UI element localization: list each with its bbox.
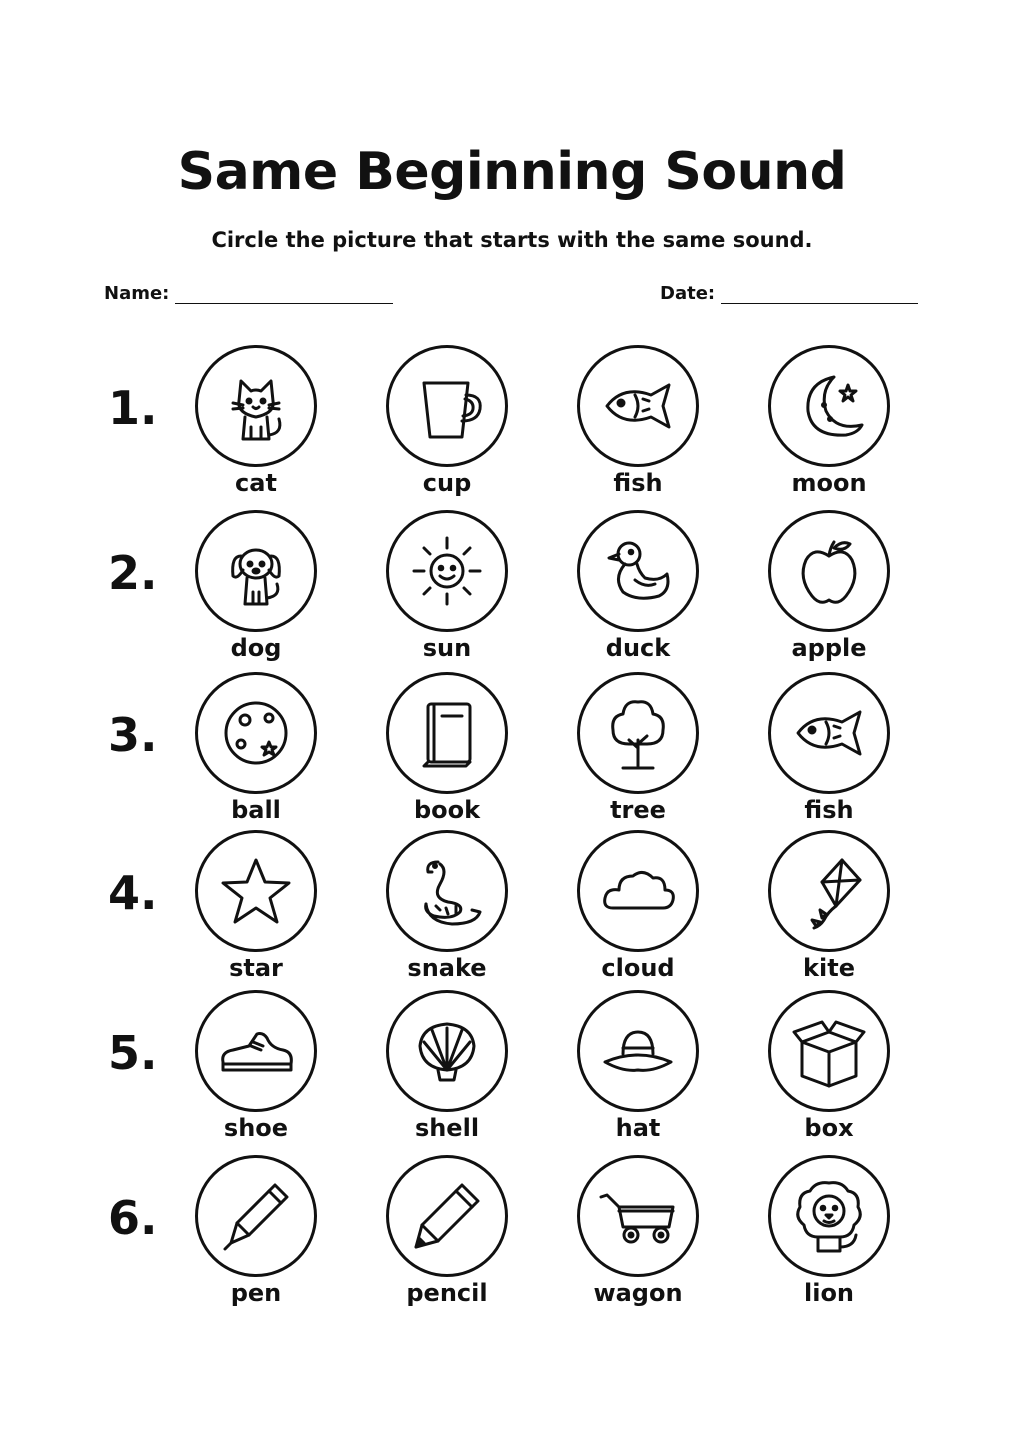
picture-choice[interactable]: [568, 830, 708, 982]
picture-choice[interactable]: [186, 990, 326, 1142]
picture-choice[interactable]: [377, 672, 517, 824]
tree-icon: [593, 688, 683, 778]
picture-word: fish: [613, 469, 663, 497]
dog-icon: [211, 526, 301, 616]
row-number: 3.: [108, 708, 158, 762]
picture-word: sun: [422, 634, 472, 662]
picture-choice[interactable]: [377, 990, 517, 1142]
row-number: 1.: [108, 381, 158, 435]
picture-choice[interactable]: [759, 345, 899, 497]
question-row: [0, 990, 1024, 1160]
date-line[interactable]: [721, 285, 918, 304]
picture-word: fish: [804, 796, 854, 824]
picture-circle[interactable]: [195, 830, 317, 952]
picture-circle[interactable]: [768, 990, 890, 1112]
picture-choice[interactable]: [759, 510, 899, 662]
picture-circle[interactable]: [768, 345, 890, 467]
picture-choice[interactable]: [568, 345, 708, 497]
date-field[interactable]: [660, 283, 918, 304]
picture-circle[interactable]: [195, 672, 317, 794]
picture-word: wagon: [593, 1279, 683, 1307]
picture-circle[interactable]: [195, 1155, 317, 1277]
hat-icon: [593, 1006, 683, 1096]
picture-word: shoe: [223, 1114, 289, 1142]
picture-word: duck: [605, 634, 671, 662]
picture-choice[interactable]: [377, 345, 517, 497]
picture-choice[interactable]: [568, 510, 708, 662]
picture-choice[interactable]: [186, 1155, 326, 1307]
picture-word: ball: [231, 796, 281, 824]
instructions-text: Circle the picture that starts with the same sound.: [211, 228, 813, 252]
row-number: 4.: [108, 866, 158, 920]
picture-word: star: [229, 954, 283, 982]
cup-icon: [402, 361, 492, 451]
picture-circle[interactable]: [386, 345, 508, 467]
picture-circle[interactable]: [386, 672, 508, 794]
name-label: Name:: [104, 283, 170, 304]
kite-icon: [784, 846, 874, 936]
box-icon: [784, 1006, 874, 1096]
picture-word: book: [413, 796, 481, 824]
question-row: [0, 510, 1024, 680]
picture-choice[interactable]: [186, 830, 326, 982]
picture-choice[interactable]: [759, 1155, 899, 1307]
picture-circle[interactable]: [768, 830, 890, 952]
duck-icon: [593, 526, 683, 616]
apple-icon: [784, 526, 874, 616]
picture-choice[interactable]: [568, 672, 708, 824]
picture-circle[interactable]: [195, 345, 317, 467]
page-title: Same Beginning Sound: [177, 142, 847, 202]
picture-word: cat: [235, 469, 277, 497]
picture-word: tree: [610, 796, 666, 824]
row-number: 6.: [108, 1191, 158, 1245]
fish-icon: [784, 688, 874, 778]
picture-word: pencil: [406, 1279, 488, 1307]
picture-circle[interactable]: [195, 990, 317, 1112]
picture-circle[interactable]: [577, 1155, 699, 1277]
question-row: [0, 672, 1024, 842]
picture-circle[interactable]: [768, 510, 890, 632]
date-label: Date:: [660, 283, 716, 304]
picture-circle[interactable]: [577, 830, 699, 952]
picture-circle[interactable]: [768, 1155, 890, 1277]
picture-word: snake: [407, 954, 487, 982]
row-number: 5.: [108, 1026, 158, 1080]
picture-circle[interactable]: [768, 672, 890, 794]
pen-icon: [211, 1171, 301, 1261]
picture-word: dog: [230, 634, 282, 662]
picture-word: box: [804, 1114, 854, 1142]
picture-word: hat: [615, 1114, 661, 1142]
picture-choice[interactable]: [377, 830, 517, 982]
ball-icon: [211, 688, 301, 778]
sun-icon: [402, 526, 492, 616]
picture-word: pen: [230, 1279, 282, 1307]
star-icon: [211, 846, 301, 936]
picture-circle[interactable]: [577, 510, 699, 632]
picture-choice[interactable]: [186, 510, 326, 662]
picture-choice[interactable]: [186, 345, 326, 497]
wagon-icon: [593, 1171, 683, 1261]
moon-icon: [784, 361, 874, 451]
picture-word: cup: [422, 469, 472, 497]
pencil-icon: [402, 1171, 492, 1261]
lion-icon: [784, 1171, 874, 1261]
book-icon: [402, 688, 492, 778]
picture-choice[interactable]: [186, 672, 326, 824]
shell-icon: [402, 1006, 492, 1096]
picture-word: apple: [791, 634, 867, 662]
picture-circle[interactable]: [386, 510, 508, 632]
shoe-icon: [211, 1006, 301, 1096]
fish-icon: [593, 361, 683, 451]
name-line[interactable]: [175, 285, 393, 304]
picture-circle[interactable]: [577, 990, 699, 1112]
name-field[interactable]: [104, 283, 393, 304]
picture-choice[interactable]: [377, 510, 517, 662]
cloud-icon: [593, 846, 683, 936]
picture-circle[interactable]: [386, 1155, 508, 1277]
question-row: [0, 1155, 1024, 1325]
question-row: [0, 830, 1024, 1000]
picture-circle[interactable]: [386, 830, 508, 952]
picture-circle[interactable]: [195, 510, 317, 632]
snake-icon: [402, 846, 492, 936]
picture-word: lion: [803, 1279, 855, 1307]
picture-circle[interactable]: [386, 990, 508, 1112]
picture-circle[interactable]: [577, 345, 699, 467]
picture-choice[interactable]: [759, 830, 899, 982]
picture-choice[interactable]: [759, 990, 899, 1142]
picture-word: kite: [803, 954, 855, 982]
row-number: 2.: [108, 546, 158, 600]
question-row: [0, 345, 1024, 515]
picture-choice[interactable]: [568, 1155, 708, 1307]
cat-icon: [211, 361, 301, 451]
picture-word: moon: [791, 469, 867, 497]
picture-choice[interactable]: [568, 990, 708, 1142]
picture-word: shell: [414, 1114, 480, 1142]
picture-choice[interactable]: [759, 672, 899, 824]
picture-choice[interactable]: [377, 1155, 517, 1307]
picture-word: cloud: [601, 954, 675, 982]
picture-circle[interactable]: [577, 672, 699, 794]
